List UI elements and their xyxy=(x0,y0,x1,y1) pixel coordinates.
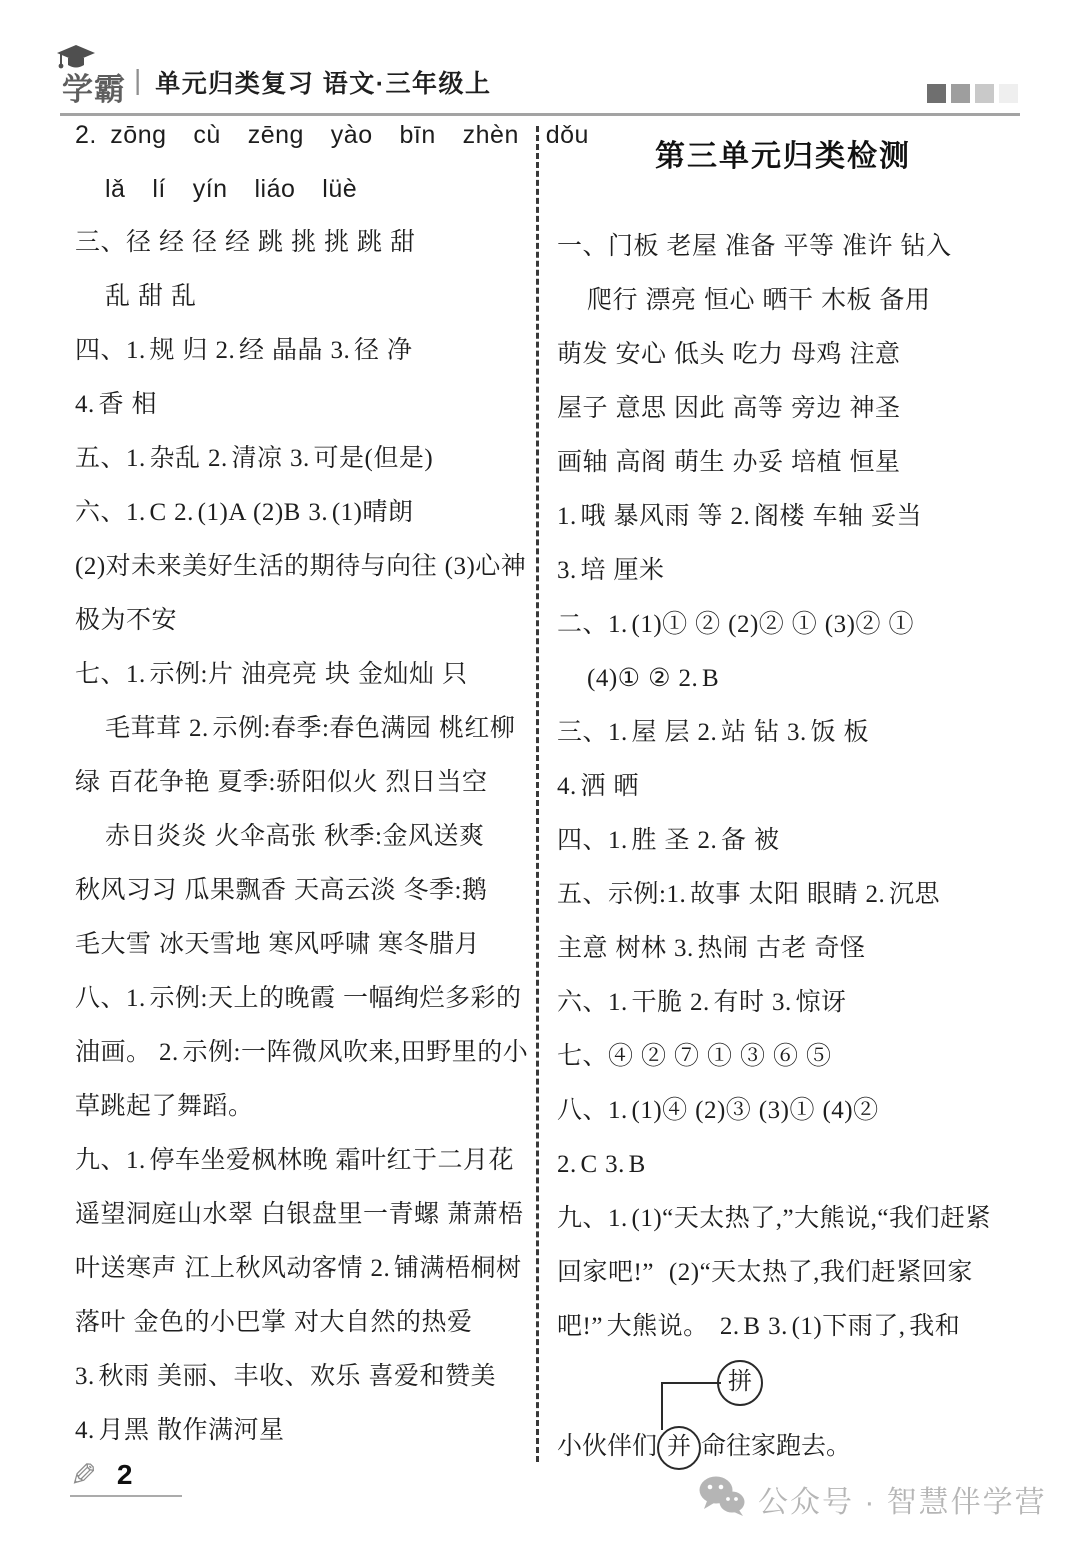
wrong-character-circle: 并 xyxy=(657,1426,701,1470)
answer-line: 草跳起了舞蹈。 xyxy=(75,1093,254,1120)
answer-line: 2. zōng cù zēng yào bīn zhèn dǒu xyxy=(75,121,589,149)
left-answer-column xyxy=(75,108,589,1458)
gradient-square xyxy=(999,84,1018,103)
answer-line: 吧!” 大熊说。 2. B 3. (1)下雨了, 我和 xyxy=(557,1313,961,1340)
answer-line: 1. 哦 暴风雨 等 2. 阁楼 车轴 妥当 xyxy=(557,503,923,530)
answer-line: 三、径 经 径 经 跳 挑 挑 跳 甜 xyxy=(75,229,416,256)
answer-line: 落叶 金色的小巴掌 对大自然的热爱 xyxy=(75,1309,473,1336)
gradient-square xyxy=(951,84,970,103)
logo-text: 学霸 xyxy=(62,71,126,107)
answer-line: 秋风习习 瓜果飘香 天高云淡 冬季:鹅 xyxy=(75,877,488,904)
xueba-logo xyxy=(62,52,126,109)
page-number: 2 xyxy=(116,1459,133,1490)
right-answer-lines xyxy=(557,220,1009,1354)
answer-line: 三、1. 屋 层 2. 站 钻 3. 饭 板 xyxy=(557,719,870,746)
answer-line: 五、示例:1. 故事 太阳 眼睛 2. 沉思 xyxy=(557,881,940,908)
answer-line: 2. C 3. B xyxy=(557,1151,646,1178)
correction-sentence xyxy=(557,1420,851,1474)
correction-pre-text: 小伙伴们 xyxy=(557,1433,658,1460)
wechat-watermark xyxy=(698,1476,1047,1521)
answer-line: 毛茸茸 2. 示例:春季:春色满园 桃红柳 xyxy=(105,715,516,742)
pencil-icon: ✎ xyxy=(70,1457,97,1493)
answer-line: 七、1. 示例:片 油亮亮 块 金灿灿 只 xyxy=(75,661,468,688)
corner-gradient-squares xyxy=(927,84,1018,103)
correct-character-circle: 拼 xyxy=(717,1360,763,1406)
answer-line: 毛大雪 冰天雪地 寒风呼啸 寒冬腊月 xyxy=(75,931,481,958)
answer-line: 四、1. 胜 圣 2. 备 被 xyxy=(557,827,780,854)
answer-line: 四、1. 规 归 2. 经 晶晶 3. 径 净 xyxy=(75,337,413,364)
page-header-title: 单元归类复习 语文·三年级上 xyxy=(155,70,492,98)
answer-line: 萌发 安心 低头 吃力 母鸡 注意 xyxy=(557,341,901,368)
answer-line: 3. 培 厘米 xyxy=(557,557,665,584)
answer-line: 六、1. C 2. (1)A (2)B 3. (1)晴朗 xyxy=(75,499,414,526)
answer-line: 七、④ ② ⑦ ① ③ ⑥ ⑤ xyxy=(557,1043,832,1070)
answer-line: 五、1. 杂乱 2. 清凉 3. 可是(但是) xyxy=(75,445,434,472)
answer-line: 绿 百花争艳 夏季:骄阳似火 烈日当空 xyxy=(75,769,488,796)
answer-line: 二、1. (1)① ② (2)② ① (3)② ① xyxy=(557,611,914,638)
answer-line: 4. 洒 晒 xyxy=(557,773,640,800)
answer-line: (4)① ② 2. B xyxy=(587,665,720,692)
answer-line: 4. 香 相 xyxy=(75,391,158,418)
answer-line: 九、1. (1)“天太热了,”大熊说,“我们赶紧 xyxy=(557,1205,991,1232)
answer-line: 油画。 2. 示例:一阵微风吹来,田野里的小 xyxy=(75,1039,529,1066)
answer-line: 画轴 高阁 萌生 办妥 培植 恒星 xyxy=(557,449,901,476)
gradient-square xyxy=(927,84,946,103)
page-number-block xyxy=(70,1456,132,1494)
answer-line: lǎ lí yín liáo lüè xyxy=(105,175,358,203)
answer-line: 屋子 意思 因此 高等 旁边 神圣 xyxy=(557,395,901,422)
column-divider-dashed xyxy=(536,126,539,1462)
answer-line: 主意 树林 3. 热闹 古老 奇怪 xyxy=(557,935,866,962)
proofreading-correction xyxy=(557,1354,1009,1474)
answer-line: 乱 甜 乱 xyxy=(105,283,197,310)
graduation-cap-icon xyxy=(56,44,96,79)
answer-line: (2)对未来美好生活的期待与向往 (3)心神 xyxy=(75,553,527,580)
logo-separator: | xyxy=(134,64,142,95)
answer-line: 遥望洞庭山水翠 白银盘里一青螺 萧萧梧 xyxy=(75,1201,524,1228)
answer-line: 六、1. 干脆 2. 有时 3. 惊讶 xyxy=(557,989,847,1016)
correction-post-text: 命往家跑去。 xyxy=(701,1433,852,1460)
answer-line: 一、门板 老屋 准备 平等 准许 钻入 xyxy=(557,233,952,260)
page-header xyxy=(62,54,492,106)
answer-line: 爬行 漂亮 恒心 晒干 木板 备用 xyxy=(587,287,931,314)
section-title: 第三单元归类检测 xyxy=(655,140,911,173)
answer-line: 九、1. 停车坐爱枫林晚 霜叶红于二月花 xyxy=(75,1147,515,1174)
answer-line: 八、1. (1)④ (2)③ (3)① (4)② xyxy=(557,1097,879,1124)
answer-line: 八、1. 示例:天上的晚霞 一幅绚烂多彩的 xyxy=(75,985,522,1012)
wechat-icon xyxy=(698,1476,746,1521)
answer-line: 4. 月黑 散作满河星 xyxy=(75,1417,285,1444)
wechat-account-label: 公众号 · 智慧伴学营 xyxy=(758,1485,1047,1519)
answer-line: 赤日炎炎 火伞高张 秋季:金风送爽 xyxy=(105,823,485,850)
answer-line: 回家吧!” (2)“天太热了,我们赶紧回家 xyxy=(557,1259,973,1286)
gradient-square xyxy=(975,84,994,103)
answer-line: 叶送寒声 江上秋风动客情 2. 铺满梧桐树 xyxy=(75,1255,522,1282)
page-number-underline xyxy=(70,1495,182,1497)
answer-line: 3. 秋雨 美丽、丰收、欢乐 喜爱和赞美 xyxy=(75,1363,497,1390)
answer-line: 极为不安 xyxy=(75,607,178,634)
right-answer-column xyxy=(557,130,1009,1474)
